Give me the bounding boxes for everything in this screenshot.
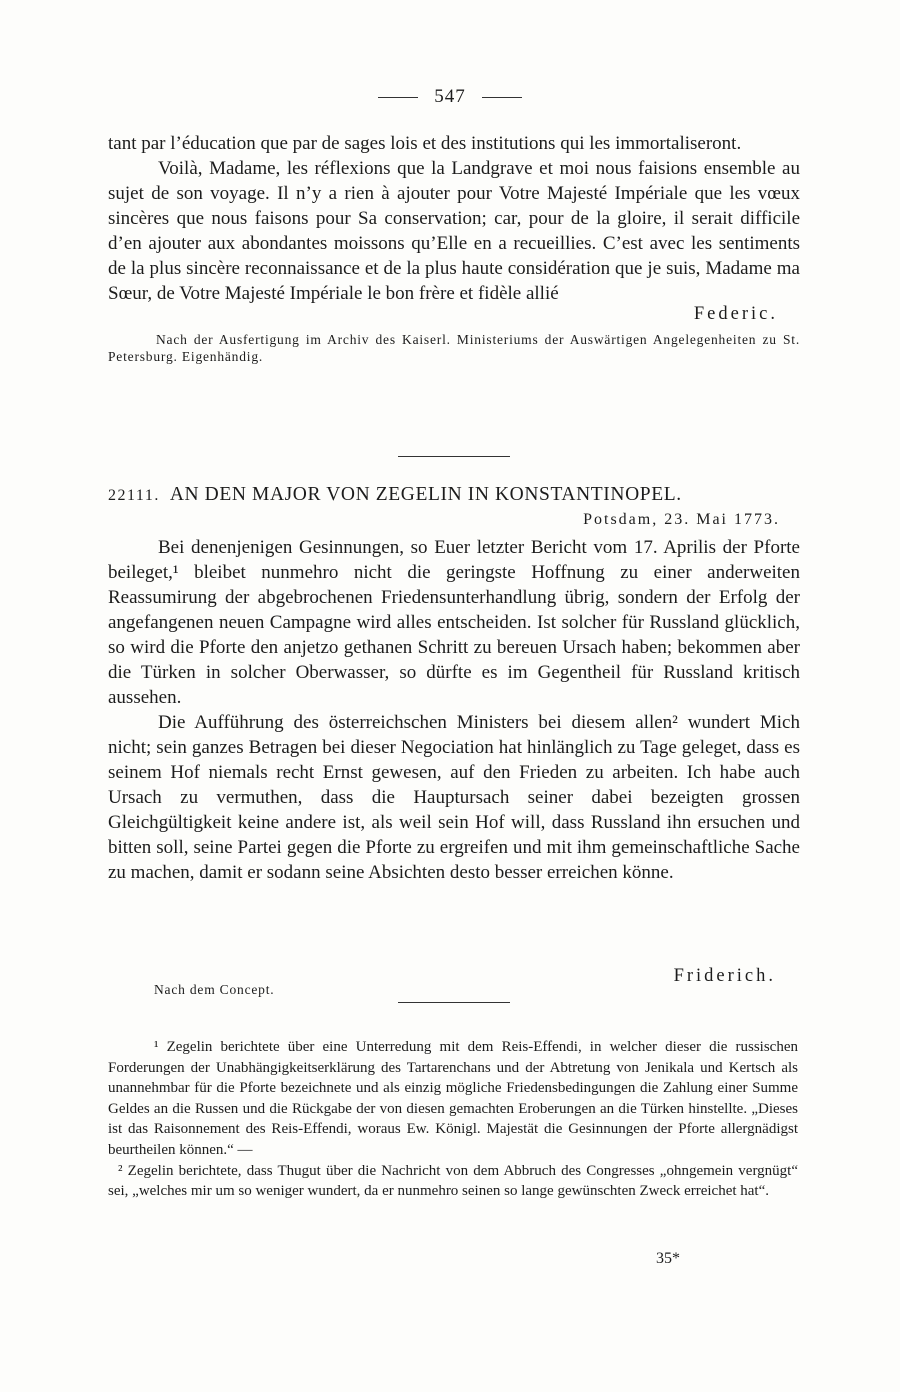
letter-dateline: Potsdam, 23. Mai 1773. bbox=[583, 511, 780, 528]
footnote-divider bbox=[398, 1002, 510, 1003]
page-number bbox=[0, 86, 900, 108]
prev-letter-source-note-text: Nach der Ausfertigung im Archiv des Kaiserl. Ministeriums der Auswärtigen Angelegenheiten zu St. Petersburg. Eigenhändig. bbox=[108, 332, 800, 364]
letter bbox=[108, 484, 800, 885]
page-number-text: 547 bbox=[434, 86, 466, 107]
prev-letter-source-note bbox=[108, 331, 800, 365]
prev-letter-paragraph: tant par l’éducation que par de sages lois et des institutions qui les immortaliseront. bbox=[108, 133, 742, 154]
footnote: ² Zegelin berichtete, dass Thugut über die Nachricht von dem Abbruch des Congresses „ohngemein vergnügt“ sei, „welches mir um so weniger wundert, da er nunmehro seinen so lange gewünschten Zweck erreichet hat“. bbox=[108, 1162, 798, 1200]
prev-letter bbox=[108, 131, 800, 365]
footnote: ¹ Zegelin berichtete über eine Unterredung mit dem Reis-Effendi, in welcher dieser die russischen Forderungen der Unabhängigkeitserklärung des Tartarenchans und der Abtretung von Jenikala und Kertsch als unannehmbar für die Pforte bezeichnete und als einzig mögliche Friedensbedingungen die Zahlung einer Summe Geldes an die Russen und die Rückgabe der von diesen gemachten Eroberungen an die Türken hinstellte. „Dieses ist das Raisonnement des Reis-Effendi, woraus Ew. Königl. Majestät die Gesinnungen der Pforte allergnädigst beurtheilen können.“ — bbox=[108, 1039, 798, 1158]
page-number-dash-right bbox=[482, 97, 522, 98]
page-number-dash-left bbox=[378, 97, 418, 98]
footnotes bbox=[108, 1037, 798, 1202]
section-divider bbox=[398, 456, 510, 457]
signature-mark: 35* bbox=[656, 1250, 680, 1267]
letter-paragraph: Bei denenjenigen Gesinnungen, so Euer letzter Bericht vom 17. Aprilis der Pforte beileget,¹ bleibet nunmehro nicht die geringste Hoffnung zu einer anderweiten Reassumirung der abgebrochenen Friedensunterhandlung übrig, sondern der Erfolg der angefangenen neuen Campagne wird alles entscheiden. Ist solcher für Russland glücklich, so wird die Pforte den anjetzo gethanen Schritt zu bereuen Ursach haben; bekommen aber die Türken in solcher Oberwasser, so dürfte es im Gegentheil für Russland kritisch aussehen. bbox=[108, 537, 800, 708]
letter-signature: Friderich. bbox=[673, 966, 776, 986]
prev-letter-paragraph: Voilà, Madame, les réflexions que la Landgrave et moi nous faisions ensemble au sujet de son voyage. Il n’y a rien à ajouter pour Votre Majesté Impériale que les vœux sincères que nous faisons pour Sa conservation; car, pour de la gloire, il serait difficile d’en ajouter aux abondantes moissons qu’Elle en a recueillies. C’est avec les sentiments de la plus sincère reconnaissance et de la plus haute considération que je suis, Madame ma Sœur, de Votre Majesté Impériale le bon frère et fidèle allié bbox=[108, 158, 800, 304]
letter-number: 22111. bbox=[108, 487, 160, 504]
letter-heading bbox=[108, 484, 800, 506]
prev-letter-signature: Federic. bbox=[693, 304, 778, 324]
letter-paragraph: Die Aufführung des österreichschen Ministers bei diesem allen² wundert Mich nicht; sein ganzes Betragen bei dieser Negociation hat hinlänglich zu Tage geleget, dass es seinem Hof niemals recht Ernst gewesen, auf den Frieden zu arbeiten. Ich habe auch Ursach zu vermuthen, dass die Hauptursach seiner dabei bezeigten grossen Gleichgültigkeit keine andere ist, als weil sein Hof will, dass Russland ihn ersuchen und bitten soll, seine Partei gegen die Pforte zu ergreifen und mit ihm gemeinschaftliche Sache zu machen, damit er sodann seine Absichten desto besser erreichen könne. bbox=[108, 712, 800, 883]
letter-source-note: Nach dem Concept. bbox=[154, 982, 275, 997]
letter-title: AN DEN MAJOR VON ZEGELIN IN KONSTANTINOPEL. bbox=[169, 484, 682, 505]
